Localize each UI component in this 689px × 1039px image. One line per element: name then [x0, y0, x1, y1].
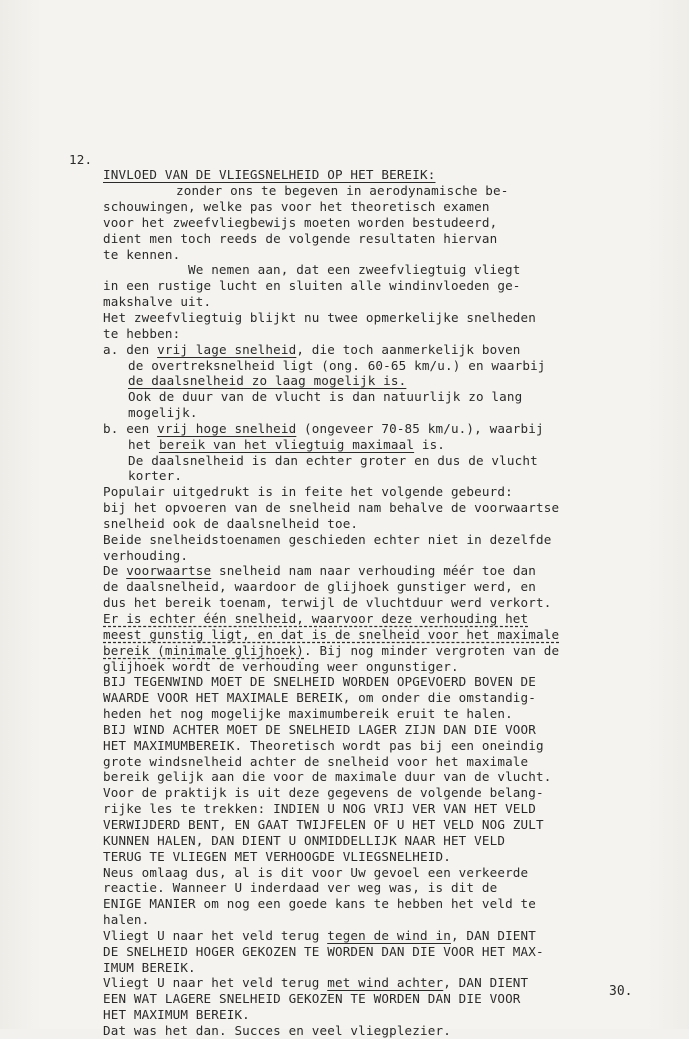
text-line: [0, 817, 689, 833]
text-line: [0, 975, 689, 991]
text-line: [0, 1007, 689, 1023]
text-segment: , die toch aanmerkelijk boven: [296, 341, 521, 357]
text-segment: WAARDE VOOR HET MAXIMALE BEREIK, om onder die omstandig-: [103, 690, 536, 706]
text-line: [0, 342, 689, 358]
text-line: [0, 722, 689, 738]
text-line: [0, 880, 689, 896]
text-segment: BIJ TEGENWIND MOET DE SNELHEID WORDEN OPGEVOERD BOVEN DE: [103, 674, 536, 690]
text-segment: zonder ons te begeven in aerodynamische be-: [176, 183, 509, 199]
text-line: [0, 358, 689, 374]
text-line: [0, 833, 689, 849]
text-line: [0, 991, 689, 1007]
text-segment: te kennen.: [103, 246, 181, 262]
text-segment: HET MAXIMUMBEREIK. Theoretisch wordt pas bij een oneindig: [103, 737, 544, 753]
text-line: [0, 865, 689, 881]
text-line: [0, 769, 689, 785]
text-line: [0, 627, 689, 643]
text-line: [0, 595, 689, 611]
text-segment: snelheid ook de daalsnelheid toe.: [103, 515, 359, 531]
text-line: [0, 548, 689, 564]
text-segment: is.: [414, 436, 446, 452]
text-segment: heden het nog mogelijke maximumbereik eruit te halen.: [103, 706, 513, 722]
text-segment: bereik gelijk aan die voor de maximale duur van de vlucht.: [103, 769, 552, 785]
text-line: [0, 849, 689, 865]
text-line: [0, 643, 689, 659]
text-line: [0, 183, 689, 199]
underlined-text: met wind achter: [327, 975, 444, 991]
text-line: [0, 215, 689, 231]
text-segment: rijke les te trekken: INDIEN U NOG VRIJ VER VAN HET VELD: [103, 801, 536, 817]
text-line: [0, 437, 689, 453]
text-line: [0, 785, 689, 801]
text-segment: snelheid nam naar verhouding méér toe dan: [211, 563, 537, 579]
text-line: [0, 706, 689, 722]
text-segment: BIJ WIND ACHTER MOET DE SNELHEID LAGER ZIJN DAN DIE VOOR: [103, 721, 536, 737]
text-line: [0, 611, 689, 627]
text-line: [0, 754, 689, 770]
text-line: [0, 928, 689, 944]
text-line: [0, 912, 689, 928]
section-heading: [0, 136, 689, 183]
text-line: [0, 231, 689, 247]
text-segment: a. den: [103, 341, 158, 357]
text-segment: IMUM BEREIK.: [103, 959, 196, 975]
text-segment: . Bij nog minder vergroten van de: [304, 642, 560, 658]
text-line: [0, 247, 689, 263]
text-line: [0, 801, 689, 817]
text-segment: het: [128, 436, 159, 452]
page-number: 30.: [609, 984, 633, 999]
underlined-text: tegen de wind in: [327, 927, 451, 943]
text-line: [0, 532, 689, 548]
text-segment: ENIGE MANIER om nog een goede kans te hebben het veld te: [103, 896, 536, 912]
text-segment: Ook de duur van de vlucht is dan natuurlijk zo lang: [128, 389, 523, 405]
underlined-text: bereik van het vliegtuig maximaal: [158, 436, 415, 452]
text-line: [0, 453, 689, 469]
text-line: [0, 199, 689, 215]
text-segment: Neus omlaag dus, al is dit voor Uw gevoel een verkeerde: [103, 864, 529, 880]
text-line: [0, 674, 689, 690]
text-segment: Vliegt U naar het veld terug: [103, 975, 328, 991]
text-line: [0, 659, 689, 675]
text-segment: voor het zweefvliegbewijs moeten worden bestudeerd,: [103, 214, 498, 230]
text-line: [0, 516, 689, 532]
text-segment: te hebben:: [103, 325, 181, 341]
text-line: [0, 405, 689, 421]
text-segment: Populair uitgedrukt is in feite het volgende gebeurd:: [103, 484, 513, 500]
text-segment: mogelijk.: [128, 405, 198, 421]
text-segment: De: [103, 563, 127, 579]
text-line: [0, 421, 689, 437]
text-segment: in een rustige lucht en sluiten alle windinvloeden ge-: [103, 278, 521, 294]
text-segment: verhouding.: [103, 547, 189, 563]
text-segment: halen.: [103, 912, 150, 928]
text-line: [0, 326, 689, 342]
text-line: [0, 563, 689, 579]
text-line: [0, 738, 689, 754]
text-segment: de daalsnelheid, waardoor de glijhoek gunstiger werd, en: [103, 579, 536, 595]
text-line: [0, 896, 689, 912]
text-segment: korter.: [128, 468, 183, 484]
section-number: 12.: [69, 151, 93, 167]
text-segment: b. een: [103, 420, 158, 436]
text-segment: bij het opvoeren van de snelheid nam behalve de voorwaartse: [103, 500, 560, 516]
text-segment: dient men toch reeds de volgende resultaten hiervan: [103, 230, 498, 246]
text-segment: EEN WAT LAGERE SNELHEID GEKOZEN TE WORDEN DAN DIE VOOR: [103, 991, 521, 1007]
text-line: [0, 310, 689, 326]
text-segment: We nemen aan, dat een zweefvliegtuig vliegt: [188, 262, 521, 278]
text-segment: reactie. Wanneer U inderdaad ver weg was, is dit de: [103, 880, 498, 896]
text-line: [0, 262, 689, 278]
text-segment: Vliegt U naar het veld terug: [103, 927, 328, 943]
text-segment: VERWIJDERD BENT, EN GAAT TWIJFELEN OF U HET VELD NOG ZULT: [103, 816, 544, 832]
text-segment: , DAN DIENT: [443, 975, 529, 991]
text-segment: Beide snelheidstoenamen geschieden echter niet in dezelfde: [103, 531, 552, 547]
text-segment: Dat was het dan. Succes en veel vliegplezier.: [103, 1022, 451, 1038]
text-segment: DE SNELHEID HOGER GEKOZEN TE WORDEN DAN DIE VOOR HET MAX-: [103, 943, 544, 959]
emphasized-text: meest gunstig ligt, en dat is de snelheid voor het maximale: [103, 626, 560, 642]
text-line: [0, 1023, 689, 1039]
text-line: [0, 389, 689, 405]
text-segment: de overtreksnelheid ligt (ong. 60-65 km/u.) en waarbij: [128, 357, 546, 373]
text-segment: De daalsnelheid is dan echter groter en dus de vlucht: [128, 452, 538, 468]
text-line: [0, 294, 689, 310]
text-segment: Het zweefvliegtuig blijkt nu twee opmerkelijke snelheden: [103, 309, 536, 325]
underlined-text: vrij lage snelheid: [157, 341, 297, 357]
text-line: [0, 944, 689, 960]
text-segment: HET MAXIMUM BEREIK.: [103, 1007, 250, 1023]
text-line: [0, 468, 689, 484]
text-segment: TERUG TE VLIEGEN MET VERHOOGDE VLIEGSNELHEID.: [103, 848, 451, 864]
text-segment: dus het bereik toenam, terwijl de vluchtduur werd verkort.: [103, 595, 552, 611]
emphasized-text: Er is echter één snelheid, waarvoor deze verhouding het: [103, 611, 529, 626]
text-segment: glijhoek wordt de verhouding weer ongunstiger.: [103, 658, 459, 674]
text-line: [0, 500, 689, 516]
text-segment: KUNNEN HALEN, DAN DIENT U ONMIDDELLIJK NAAR HET VELD: [103, 832, 506, 848]
text-line: [0, 484, 689, 500]
text-line: [0, 690, 689, 706]
text-segment: , DAN DIENT: [450, 927, 537, 943]
text-line: [0, 278, 689, 294]
text-segment: Voor de praktijk is uit deze gegevens de volgende belang-: [103, 785, 544, 801]
section-title: INVLOED VAN DE VLIEGSNELHEID OP HET BEREIK:: [103, 167, 436, 183]
text-line: [0, 579, 689, 595]
text-segment: grote windsnelheid achter de snelheid voor het maximale: [103, 753, 529, 769]
underlined-text: vrij hoge snelheid: [157, 420, 297, 436]
text-segment: (ongeveer 70-85 km/u.), waarbij: [296, 420, 544, 436]
underlined-text: de daalsnelheid zo laag mogelijk is.: [128, 373, 407, 389]
text-line: [0, 373, 689, 389]
text-segment: makshalve uit.: [103, 294, 212, 310]
emphasized-text: bereik (minimale glijhoek): [103, 642, 305, 658]
underlined-text: voorwaartse: [126, 563, 212, 579]
text-line: [0, 960, 689, 976]
text-segment: schouwingen, welke pas voor het theoretisch examen: [103, 199, 490, 215]
document-body: [0, 104, 689, 1039]
